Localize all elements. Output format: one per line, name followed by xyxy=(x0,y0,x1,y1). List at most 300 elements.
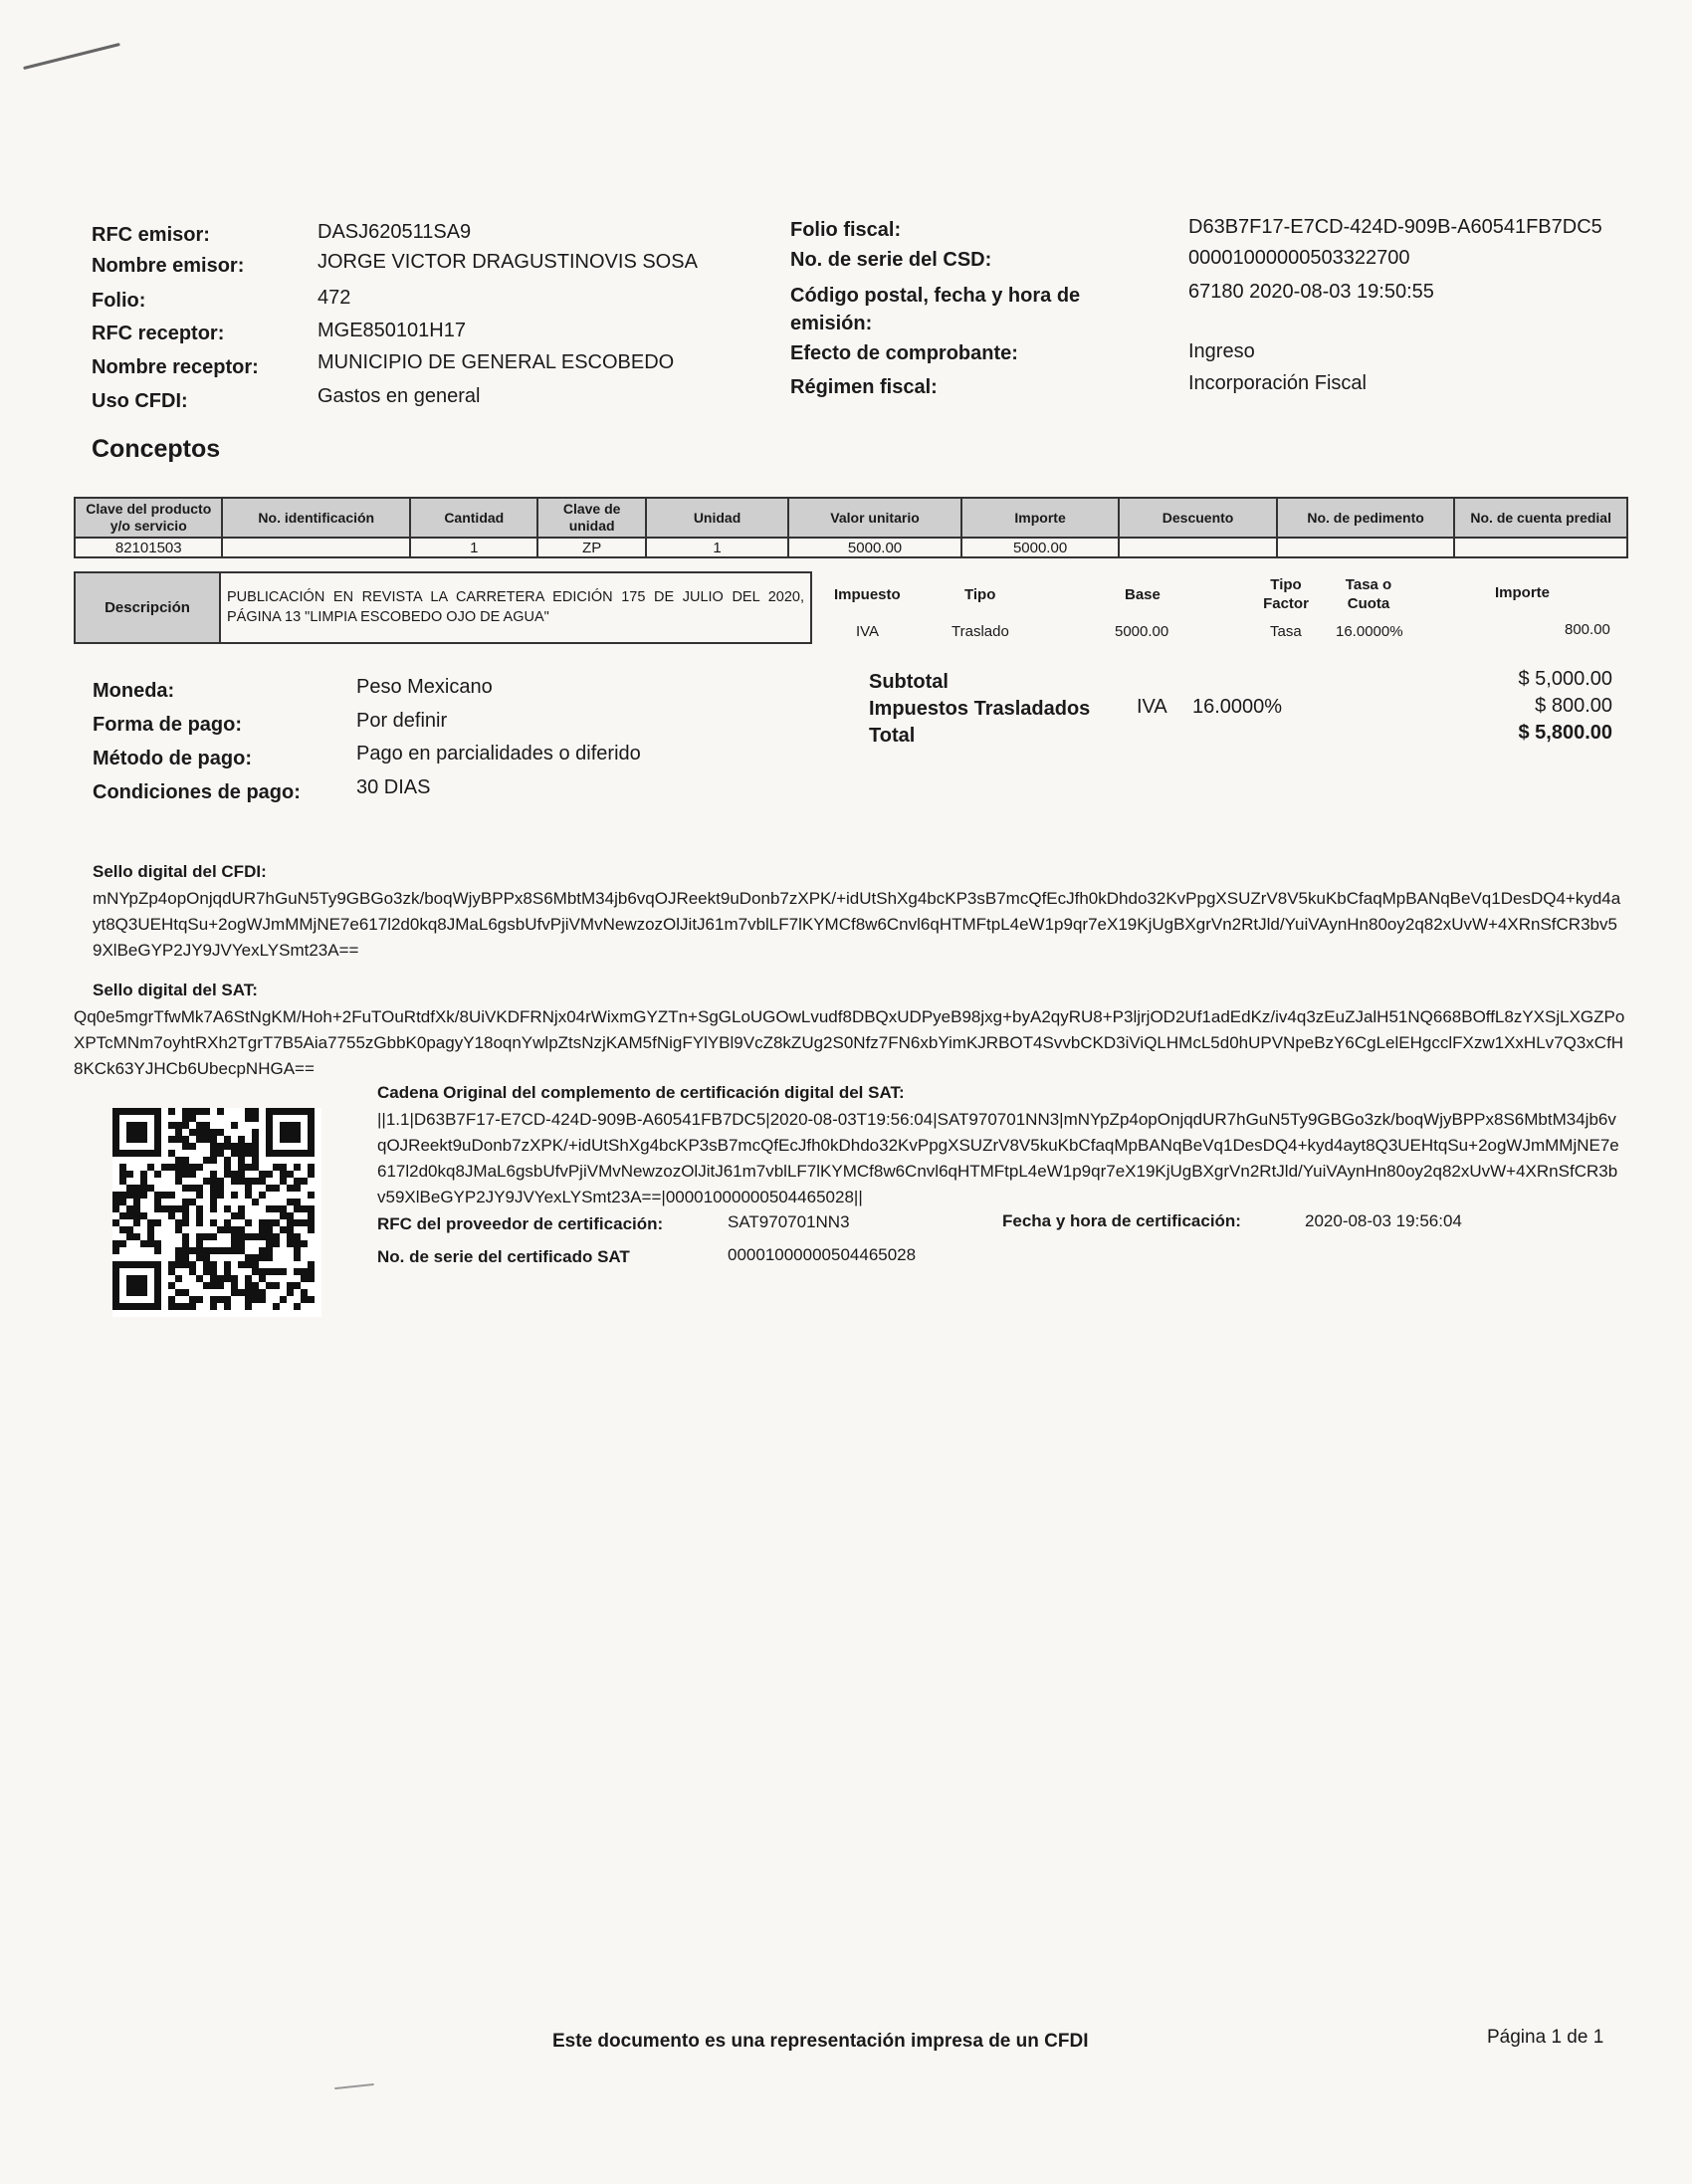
qr-module xyxy=(266,1150,273,1157)
cell-clave-producto: 82101503 xyxy=(75,538,222,557)
sello-cfdi: mNYpZp4opOnjqdUR7hGuN5Ty9GBGo3zk/boqWjyBPPx8S6MbtM34jb6vqOJReekt9uDonb7zXPK/+idUtShXg4bcKP3sB7mcQfEcJfh0kDhdo32KvPpgXSUZrV8V5kuKbCfaqMpBANqBeVq1DesDQ4+kyd4ayt8Q3UEHtqSu+2ogWJmMMjNE7e617l2d0kq8JMaL6gsbUfvPjiVMvNewzozOlJitJ61m7vblLF7lKYMCf8w6Cnvl6qHTMFtpL4eW1p9qr7eX19KjUgBXgrVn2RtJld/YuiVAynHn80oy2q82xUvW+4XRnSfCR3bv59XlBeGYP2JY9JVYexLYSmt23A== xyxy=(93,889,1621,960)
qr-module xyxy=(154,1226,161,1233)
qr-module xyxy=(238,1219,245,1226)
qr-module xyxy=(294,1185,301,1192)
qr-module xyxy=(308,1226,315,1233)
qr-module xyxy=(140,1275,147,1282)
qr-module xyxy=(168,1247,175,1254)
qr-module xyxy=(203,1150,210,1157)
qr-module xyxy=(280,1261,287,1268)
qr-module xyxy=(280,1108,287,1115)
qr-module xyxy=(140,1178,147,1185)
imp-base: 5000.00 xyxy=(1115,623,1169,640)
qr-module xyxy=(182,1185,189,1192)
qr-module xyxy=(273,1136,280,1143)
qr-module xyxy=(287,1192,294,1199)
qr-module xyxy=(252,1150,259,1157)
qr-module xyxy=(189,1289,196,1296)
qr-module xyxy=(294,1233,301,1240)
qr-module xyxy=(126,1185,133,1192)
qr-module xyxy=(308,1303,315,1310)
qr-module xyxy=(252,1282,259,1289)
qr-module xyxy=(133,1115,140,1122)
subtotal: $ 5,000.00 xyxy=(1518,668,1612,690)
qr-module xyxy=(266,1226,273,1233)
qr-module xyxy=(210,1233,217,1240)
qr-module xyxy=(231,1289,238,1296)
qr-module xyxy=(182,1275,189,1282)
qr-module xyxy=(161,1136,168,1143)
qr-module xyxy=(126,1192,133,1199)
qr-module xyxy=(203,1289,210,1296)
qr-module xyxy=(161,1247,168,1254)
page-number: Página 1 de 1 xyxy=(1487,2027,1604,2048)
qr-module xyxy=(119,1289,126,1296)
metodo-pago: Pago en parcialidades o diferido xyxy=(356,743,641,764)
qr-module xyxy=(238,1199,245,1205)
qr-module xyxy=(182,1233,189,1240)
qr-module xyxy=(189,1296,196,1303)
cadena-label: Cadena Original del complemento de certificación digital del SAT: xyxy=(377,1083,905,1102)
qr-module xyxy=(287,1136,294,1143)
qr-module xyxy=(224,1164,231,1171)
qr-module xyxy=(238,1164,245,1171)
qr-module xyxy=(189,1254,196,1261)
qr-module xyxy=(259,1233,266,1240)
qr-module xyxy=(287,1157,294,1164)
qr-module xyxy=(217,1303,224,1310)
qr-module xyxy=(196,1108,203,1115)
th-cantidad: Cantidad xyxy=(410,498,537,538)
qr-module xyxy=(133,1219,140,1226)
qr-module xyxy=(168,1261,175,1268)
qr-module xyxy=(133,1143,140,1150)
qr-module xyxy=(294,1268,301,1275)
moneda: Peso Mexicano xyxy=(356,676,493,698)
qr-module xyxy=(140,1240,147,1247)
qr-module xyxy=(301,1268,308,1275)
qr-module xyxy=(252,1219,259,1226)
qr-module xyxy=(259,1254,266,1261)
qr-module xyxy=(196,1178,203,1185)
qr-module xyxy=(175,1122,182,1129)
qr-module xyxy=(203,1303,210,1310)
nombre-receptor: MUNICIPIO DE GENERAL ESCOBEDO xyxy=(317,351,675,373)
qr-module xyxy=(182,1282,189,1289)
qr-module xyxy=(238,1122,245,1129)
qr-module xyxy=(231,1219,238,1226)
qr-module xyxy=(154,1233,161,1240)
qr-module xyxy=(266,1268,273,1275)
qr-module xyxy=(308,1115,315,1122)
qr-module xyxy=(203,1296,210,1303)
qr-module xyxy=(196,1233,203,1240)
qr-module xyxy=(189,1199,196,1205)
qr-module xyxy=(266,1254,273,1261)
qr-module xyxy=(259,1261,266,1268)
qr-module xyxy=(175,1129,182,1136)
qr-module xyxy=(133,1192,140,1199)
qr-module xyxy=(308,1150,315,1157)
qr-module xyxy=(238,1115,245,1122)
qr-module xyxy=(301,1108,308,1115)
qr-module xyxy=(196,1185,203,1192)
qr-module xyxy=(273,1171,280,1178)
qr-module xyxy=(147,1219,154,1226)
qr-module xyxy=(224,1122,231,1129)
qr-module xyxy=(273,1282,280,1289)
qr-module xyxy=(224,1136,231,1143)
qr-module xyxy=(273,1233,280,1240)
qr-module xyxy=(133,1185,140,1192)
qr-module xyxy=(196,1261,203,1268)
qr-module xyxy=(308,1240,315,1247)
qr-module xyxy=(245,1150,252,1157)
qr-module xyxy=(280,1268,287,1275)
qr-module xyxy=(308,1157,315,1164)
qr-module xyxy=(245,1129,252,1136)
qr-module xyxy=(301,1157,308,1164)
rfc-receptor-label: RFC receptor: xyxy=(92,323,225,344)
qr-module xyxy=(168,1164,175,1171)
qr-module xyxy=(252,1143,259,1150)
qr-module xyxy=(308,1296,315,1303)
footer-leyenda: Este documento es una representación impresa de un CFDI xyxy=(552,2031,1089,2052)
qr-module xyxy=(182,1178,189,1185)
imp-h-impuesto: Impuesto xyxy=(834,586,901,603)
qr-module xyxy=(259,1199,266,1205)
qr-module xyxy=(196,1282,203,1289)
regimen: Incorporación Fiscal xyxy=(1188,372,1367,394)
qr-module xyxy=(301,1143,308,1150)
serie-csd: 00001000000503322700 xyxy=(1188,247,1410,269)
qr-module xyxy=(217,1185,224,1192)
qr-module xyxy=(259,1240,266,1247)
qr-module xyxy=(161,1178,168,1185)
qr-module xyxy=(182,1108,189,1115)
qr-module xyxy=(189,1129,196,1136)
qr-module xyxy=(203,1115,210,1122)
qr-module xyxy=(245,1254,252,1261)
qr-module xyxy=(224,1108,231,1115)
qr-module xyxy=(238,1178,245,1185)
qr-module xyxy=(112,1157,119,1164)
qr-module xyxy=(196,1275,203,1282)
conceptos-title: Conceptos xyxy=(92,435,221,463)
forma-pago-label: Forma de pago: xyxy=(93,714,243,736)
descripcion-label: Descripción xyxy=(74,571,221,644)
qr-module xyxy=(133,1275,140,1282)
folio-fiscal: D63B7F17-E7CD-424D-909B-A60541FB7DC5 xyxy=(1188,216,1602,238)
qr-module xyxy=(273,1157,280,1164)
qr-module xyxy=(294,1212,301,1219)
qr-module xyxy=(161,1192,168,1199)
qr-module xyxy=(252,1164,259,1171)
qr-module xyxy=(308,1219,315,1226)
impuestos-trasladados-label: Impuestos Trasladados xyxy=(869,698,1091,720)
qr-module xyxy=(154,1136,161,1143)
table-row xyxy=(75,538,1627,557)
qr-module xyxy=(189,1164,196,1171)
qr-module xyxy=(231,1122,238,1129)
qr-module xyxy=(182,1129,189,1136)
qr-module xyxy=(189,1282,196,1289)
qr-module xyxy=(273,1261,280,1268)
qr-module xyxy=(245,1157,252,1164)
qr-module xyxy=(154,1303,161,1310)
qr-module xyxy=(308,1143,315,1150)
qr-module xyxy=(210,1303,217,1310)
qr-module xyxy=(273,1108,280,1115)
qr-module xyxy=(217,1275,224,1282)
qr-module xyxy=(126,1275,133,1282)
qr-module xyxy=(196,1219,203,1226)
qr-module xyxy=(238,1157,245,1164)
qr-module xyxy=(140,1115,147,1122)
qr-module xyxy=(287,1268,294,1275)
qr-module xyxy=(224,1171,231,1178)
qr-module xyxy=(273,1296,280,1303)
qr-module xyxy=(161,1254,168,1261)
qr-module xyxy=(301,1233,308,1240)
qr-module xyxy=(294,1143,301,1150)
qr-module xyxy=(280,1143,287,1150)
qr-module xyxy=(280,1212,287,1219)
qr-module xyxy=(259,1219,266,1226)
qr-module xyxy=(231,1157,238,1164)
qr-module xyxy=(294,1150,301,1157)
qr-module xyxy=(168,1254,175,1261)
qr-module xyxy=(259,1178,266,1185)
qr-module xyxy=(112,1171,119,1178)
qr-module xyxy=(294,1171,301,1178)
qr-module xyxy=(252,1212,259,1219)
qr-module xyxy=(287,1164,294,1171)
qr-module xyxy=(119,1136,126,1143)
qr-module xyxy=(280,1275,287,1282)
qr-module xyxy=(168,1157,175,1164)
qr-module xyxy=(266,1136,273,1143)
qr-module xyxy=(266,1143,273,1150)
qr-module xyxy=(154,1254,161,1261)
qr-module xyxy=(287,1115,294,1122)
qr-module xyxy=(140,1157,147,1164)
qr-module xyxy=(140,1192,147,1199)
qr-module xyxy=(210,1212,217,1219)
qr-module xyxy=(231,1254,238,1261)
qr-module xyxy=(175,1212,182,1219)
qr-module xyxy=(238,1205,245,1212)
qr-module xyxy=(133,1122,140,1129)
qr-module xyxy=(203,1261,210,1268)
qr-module xyxy=(203,1136,210,1143)
qr-module xyxy=(224,1233,231,1240)
qr-module xyxy=(301,1192,308,1199)
qr-module xyxy=(161,1122,168,1129)
qr-module xyxy=(280,1178,287,1185)
qr-module xyxy=(280,1192,287,1199)
qr-module xyxy=(112,1150,119,1157)
uso-cfdi: Gastos en general xyxy=(317,385,481,407)
qr-module xyxy=(238,1233,245,1240)
qr-module xyxy=(217,1108,224,1115)
qr-module xyxy=(161,1275,168,1282)
qr-module xyxy=(126,1205,133,1212)
qr-module xyxy=(266,1233,273,1240)
qr-module xyxy=(301,1122,308,1129)
qr-module xyxy=(182,1261,189,1268)
rfc-proveedor: SAT970701NN3 xyxy=(728,1212,850,1231)
qr-module xyxy=(203,1268,210,1275)
qr-module xyxy=(112,1254,119,1261)
qr-module xyxy=(287,1199,294,1205)
qr-module xyxy=(119,1192,126,1199)
th-no-pedimento: No. de pedimento xyxy=(1277,498,1455,538)
imp-h-tasa-cuota: Tasa o Cuota xyxy=(1345,576,1392,612)
qr-module xyxy=(112,1261,119,1268)
qr-module xyxy=(126,1226,133,1233)
qr-module xyxy=(280,1199,287,1205)
qr-module xyxy=(126,1164,133,1171)
qr-module xyxy=(140,1261,147,1268)
qr-module xyxy=(266,1261,273,1268)
qr-module xyxy=(161,1108,168,1115)
qr-module xyxy=(140,1268,147,1275)
qr-module xyxy=(217,1247,224,1254)
qr-module xyxy=(273,1219,280,1226)
qr-module xyxy=(161,1240,168,1247)
qr-module xyxy=(294,1275,301,1282)
qr-module xyxy=(175,1136,182,1143)
qr-module xyxy=(266,1115,273,1122)
qr-module xyxy=(231,1205,238,1212)
qr-module xyxy=(259,1205,266,1212)
qr-module xyxy=(238,1150,245,1157)
qr-module xyxy=(252,1192,259,1199)
qr-module xyxy=(259,1122,266,1129)
qr-module xyxy=(308,1247,315,1254)
qr-module xyxy=(280,1115,287,1122)
qr-module xyxy=(245,1212,252,1219)
qr-module xyxy=(119,1185,126,1192)
qr-module xyxy=(175,1185,182,1192)
qr-module xyxy=(266,1108,273,1115)
qr-module xyxy=(147,1254,154,1261)
qr-module xyxy=(189,1226,196,1233)
qr-module xyxy=(182,1268,189,1275)
qr-module xyxy=(147,1303,154,1310)
qr-module xyxy=(259,1226,266,1233)
qr-module xyxy=(175,1150,182,1157)
qr-module xyxy=(231,1108,238,1115)
qr-module xyxy=(126,1282,133,1289)
qr-module xyxy=(217,1240,224,1247)
qr-module xyxy=(168,1219,175,1226)
qr-module xyxy=(147,1129,154,1136)
qr-module xyxy=(308,1261,315,1268)
qr-module xyxy=(196,1212,203,1219)
th-clave-unidad: Clave de unidad xyxy=(537,498,645,538)
qr-module xyxy=(154,1240,161,1247)
qr-module xyxy=(147,1178,154,1185)
qr-module xyxy=(112,1275,119,1282)
qr-module xyxy=(168,1150,175,1157)
serie-sat: 00001000000504465028 xyxy=(728,1245,917,1264)
qr-module xyxy=(301,1205,308,1212)
qr-module xyxy=(154,1157,161,1164)
qr-module xyxy=(308,1192,315,1199)
qr-module xyxy=(238,1282,245,1289)
qr-module xyxy=(273,1164,280,1171)
qr-module xyxy=(245,1192,252,1199)
qr-module xyxy=(280,1136,287,1143)
qr-module xyxy=(210,1157,217,1164)
impuestos-trasladados: $ 800.00 xyxy=(1535,695,1612,717)
qr-module xyxy=(280,1164,287,1171)
qr-module xyxy=(175,1240,182,1247)
qr-module xyxy=(217,1122,224,1129)
qr-module xyxy=(147,1108,154,1115)
qr-module xyxy=(154,1261,161,1268)
qr-module xyxy=(245,1219,252,1226)
qr-module xyxy=(308,1275,315,1282)
qr-module xyxy=(287,1261,294,1268)
cell-clave-unidad: ZP xyxy=(537,538,645,557)
qr-module xyxy=(280,1205,287,1212)
qr-module xyxy=(294,1247,301,1254)
qr-module xyxy=(231,1185,238,1192)
qr-module xyxy=(224,1199,231,1205)
qr-module xyxy=(133,1136,140,1143)
qr-module xyxy=(175,1303,182,1310)
qr-module xyxy=(238,1192,245,1199)
qr-module xyxy=(189,1136,196,1143)
qr-module xyxy=(161,1261,168,1268)
qr-module xyxy=(189,1108,196,1115)
qr-module xyxy=(182,1254,189,1261)
qr-module xyxy=(147,1122,154,1129)
qr-module xyxy=(217,1219,224,1226)
qr-module xyxy=(147,1143,154,1150)
qr-module xyxy=(245,1261,252,1268)
qr-module xyxy=(140,1247,147,1254)
qr-module xyxy=(161,1233,168,1240)
qr-module xyxy=(154,1205,161,1212)
qr-module xyxy=(231,1282,238,1289)
impuestos-tipo: IVA xyxy=(1137,696,1167,718)
qr-module xyxy=(231,1275,238,1282)
qr-module xyxy=(245,1171,252,1178)
qr-module xyxy=(196,1122,203,1129)
qr-module xyxy=(238,1240,245,1247)
qr-module xyxy=(259,1143,266,1150)
qr-module xyxy=(154,1122,161,1129)
cp-fecha: 67180 2020-08-03 19:50:55 xyxy=(1188,281,1434,303)
qr-module xyxy=(119,1275,126,1282)
qr-module xyxy=(147,1275,154,1282)
qr-module xyxy=(140,1205,147,1212)
qr-module xyxy=(301,1240,308,1247)
qr-module xyxy=(133,1303,140,1310)
qr-module xyxy=(266,1178,273,1185)
th-no-identificacion: No. identificación xyxy=(222,498,410,538)
qr-module xyxy=(252,1261,259,1268)
qr-module xyxy=(280,1282,287,1289)
qr-module xyxy=(210,1136,217,1143)
qr-module xyxy=(112,1296,119,1303)
qr-module xyxy=(196,1268,203,1275)
qr-module xyxy=(252,1199,259,1205)
